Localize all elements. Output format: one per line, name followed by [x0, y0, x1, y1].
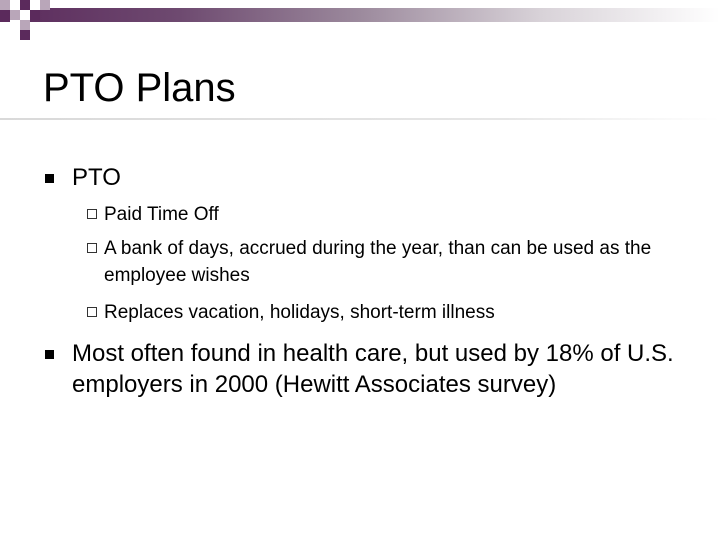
corner-decoration-square-icon [0, 10, 10, 20]
corner-decoration-square-icon [30, 0, 40, 10]
sub-bullet-text: A bank of days, accrued during the year, than can be used as the employee wishes [104, 238, 652, 286]
corner-decoration-square-icon [20, 20, 30, 30]
hollow-square-bullet-icon [87, 209, 97, 219]
corner-decoration-square-icon [20, 10, 30, 20]
corner-decoration-square-icon [10, 0, 20, 10]
corner-decoration-square-icon [20, 0, 30, 10]
slide-title: PTO Plans [43, 66, 236, 110]
corner-decoration-square-icon [10, 10, 20, 20]
filled-square-bullet-icon [45, 174, 54, 183]
corner-decoration-square-icon [30, 10, 40, 20]
bullet-text: PTO [72, 164, 121, 191]
sub-bullet-text: Replaces vacation, holidays, short-term illness [104, 302, 495, 323]
hollow-square-bullet-icon [87, 243, 97, 253]
filled-square-bullet-icon [45, 350, 54, 359]
corner-decoration-square-icon [0, 0, 10, 10]
corner-decoration-square-icon [20, 30, 30, 40]
corner-decoration-square-icon [10, 20, 20, 30]
hollow-square-bullet-icon [87, 307, 97, 317]
sub-bullet-text: Paid Time Off [104, 204, 219, 225]
bullet-text: Most often found in health care, but used by 18% of U.S. employers in 2000 (Hewitt Associates survey) [72, 340, 674, 398]
title-divider [0, 118, 720, 120]
header-gradient-bar [0, 8, 720, 22]
corner-decoration-square-icon [40, 0, 50, 10]
